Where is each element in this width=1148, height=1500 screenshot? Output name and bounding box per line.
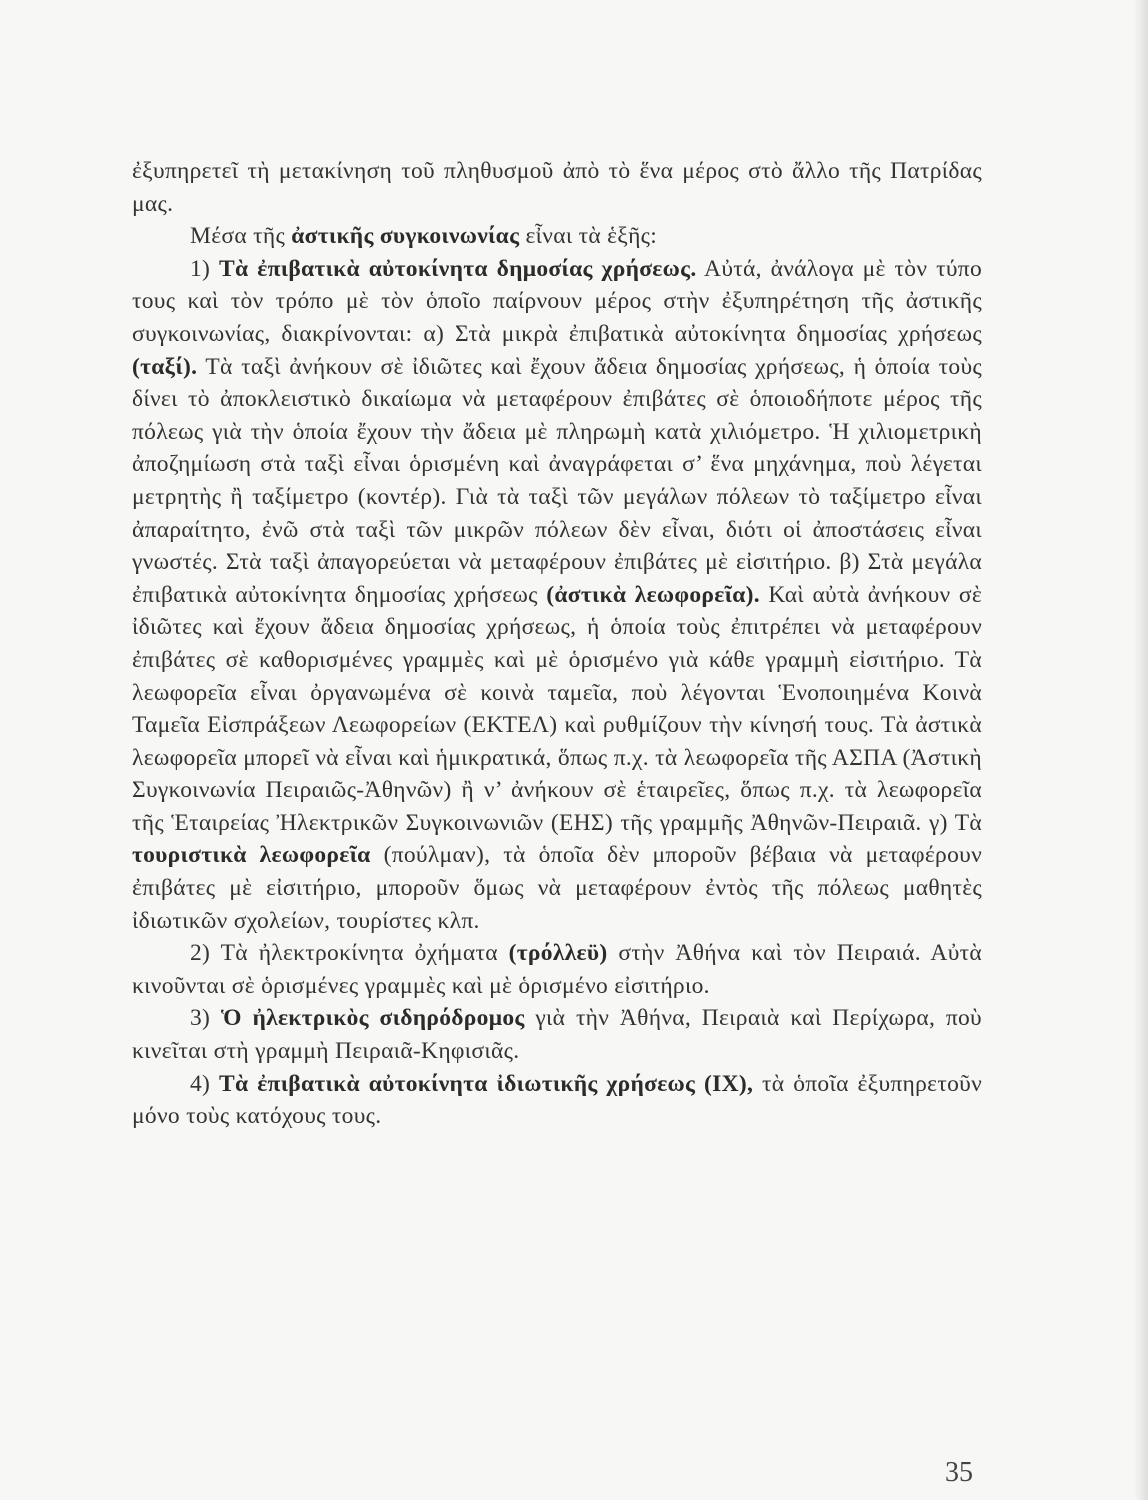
item-1-title: Τὰ ἐπιβατικὰ αὐτοκίνητα δημοσίας χρήσεως. xyxy=(219,255,697,282)
body-text xyxy=(132,155,982,1133)
heading-bold-term: ἀστικῆς συγκοινωνίας xyxy=(291,223,520,250)
item-1-paragraph xyxy=(132,253,982,937)
page-number: 35 xyxy=(945,1457,973,1488)
intro-paragraph xyxy=(132,155,982,220)
item-4-paragraph xyxy=(132,1068,982,1133)
intro-text: ἐξυπηρετεῖ τὴ μετακίνηση τοῦ πληθυσμοῦ ἀπὸ τὸ ἕνα μέρος στὸ ἄλλο τῆς Πατρίδας μας. xyxy=(132,158,982,217)
item-3-after: γιὰ τὴν Ἀθήνα, Πειραιὰ καὶ Περίχωρα, ποὺ κινεῖται στὴ γραμμὴ Πειραιᾶ-Κηφισιᾶς. xyxy=(132,1005,982,1065)
item-1-text-c: Καὶ αὐτὰ ἀνήκουν σὲ ἰδιῶτες καὶ ἔχουν ἄδεια δημοσίας χρήσεως, ἡ ὁποία τοὺς ἐπιτρέπει νὰ μεταφέρουν ἐπιβάτες σὲ καθορισμένες γραμμὲς καὶ μὲ ὁρισμένο γιὰ κάθε γραμμὴ εἰσιτήριο. Τὰ λεωφορεῖα εἶναι ὀργανωμένα σὲ κοινὰ ταμεῖα, ποὺ λέγονται Ἑνοποιημένα Κοινὰ Ταμεῖα Εἰσπράξεων Λεωφορείων (ΕΚΤΕΛ) καὶ ρυθμίζουν τὴν κίνησή τους. Τὰ ἀστικὰ λεωφορεῖα μπορεῖ νὰ εἶναι καὶ ἡμικρατικά, ὅπως π.χ. τὰ λεωφορεῖα τῆς ΑΣΠΑ (Ἀστικὴ Συγκοινωνία Πειραιῶς-Ἀθηνῶν) ἢ ν’ ἀνήκουν σὲ ἑταιρεῖες, ὅπως π.χ. τὰ λεωφορεῖα τῆς Ἑταιρείας Ἠλεκτρικῶν Συγκοινωνιῶν (ΕΗΣ) τῆς γραμμῆς Ἀθηνῶν-Πειραιᾶ. γ) Τὰ xyxy=(132,581,982,836)
item-1-buses-term: (ἀστικὰ λεωφορεῖα). xyxy=(546,581,760,608)
heading-after: εἶναι τὰ ἑξῆς: xyxy=(519,223,658,250)
item-2-paragraph xyxy=(132,937,982,1002)
item-2-after: στὴν Ἀθήνα καὶ τὸν Πειραιά. Αὐτὰ κινοῦνται σὲ ὁρισμένες γραμμὲς καὶ μὲ ὁρισμένο εἰσιτήριο. xyxy=(132,940,982,999)
item-4-bold-term: Τὰ ἐπιβατικὰ αὐτοκίνητα ἰδιωτικῆς χρήσεως (ΙΧ), xyxy=(219,1070,754,1097)
item-1-text-d: (πούλμαν), τὰ ὁποῖα δὲν μποροῦν βέβαια νὰ μεταφέρουν ἐπιβάτες μὲ εἰσιτήριο, μποροῦν ὅμως νὰ μεταφέρουν ἐντὸς τῆς πόλεως μαθητὲς ἰδιωτικῶν σχολείων, τουρίστες κλπ. xyxy=(132,842,982,934)
item-3-prefix: 3) xyxy=(190,1005,221,1032)
heading-before: Μέσα τῆς xyxy=(190,223,292,250)
item-1-text-a: Αὐτά, ἀνάλογα μὲ τὸν τύπο τους καὶ τὸν τρόπο μὲ τὸν ὁποῖο παίρνουν μέρος στὴν ἐξυπηρέτηση τῆς ἀστικῆς συγκοινωνίας, διακρίνονται: α) Στὰ μικρὰ ἐπιβατικὰ αὐτοκίνητα δημοσίας χρήσεως xyxy=(132,255,982,347)
heading-line xyxy=(132,220,982,253)
item-2-bold-term: (τρόλλεϋ) xyxy=(508,940,608,967)
item-1-text-b: Τὰ ταξὶ ἀνήκουν σὲ ἰδιῶτες καὶ ἔχουν ἄδεια δημοσίας χρήσεως, ἡ ὁποία τοὺς δίνει τὸ ἀποκλειστικὸ δικαίωμα νὰ μεταφέρουν ἐπιβάτες σὲ ὁποιοδήποτε μέρος τῆς πόλεως γιὰ τὴν ὁποία ἔχουν τὴν ἄδεια μὲ πληρωμὴ κατὰ χιλιόμετρο. Ἡ χιλιομετρικὴ ἀποζημίωση στὰ ταξὶ εἶναι ὁρισμένη καὶ ἀναγράφεται σ’ ἕνα μηχάνημα, ποὺ λέγεται μετρητὴς ἢ ταξίμετρο (κοντέρ). Γιὰ τὰ ταξὶ τῶν μεγάλων πόλεων τὸ ταξίμετρο εἶναι ἀπαραίτητο, ἐνῶ στὰ ταξὶ τῶν μικρῶν πόλεων δὲν εἶναι, διότι οἱ ἀποστάσεις εἶναι γνωστές. Στὰ ταξὶ ἀπαγορεύεται νὰ μεταφέρουν ἐπιβάτες μὲ εἰσιτήριο. β) Στὰ μεγάλα ἐπιβατικὰ αὐτοκίνητα δημοσίας χρήσεως xyxy=(132,353,982,608)
item-1-tourist-term: τουριστικὰ λεωφορεῖα xyxy=(132,842,371,869)
item-2-before: 2) Τὰ ἠλεκτροκίνητα ὀχήματα xyxy=(190,940,509,967)
item-4-after: τὰ ὁποῖα ἐξυπηρετοῦν μόνο τοὺς κατόχους τους. xyxy=(132,1070,982,1130)
page-edge-shadow xyxy=(1134,0,1148,1500)
item-1-taxi-term: (ταξί). xyxy=(132,353,198,380)
item-3-bold-term: Ὁ ἠλεκτρικὸς σιδηρόδρομος xyxy=(220,1005,525,1032)
item-3-paragraph xyxy=(132,1002,982,1067)
item-4-prefix: 4) xyxy=(190,1070,219,1097)
item-1-prefix: 1) xyxy=(190,255,220,282)
